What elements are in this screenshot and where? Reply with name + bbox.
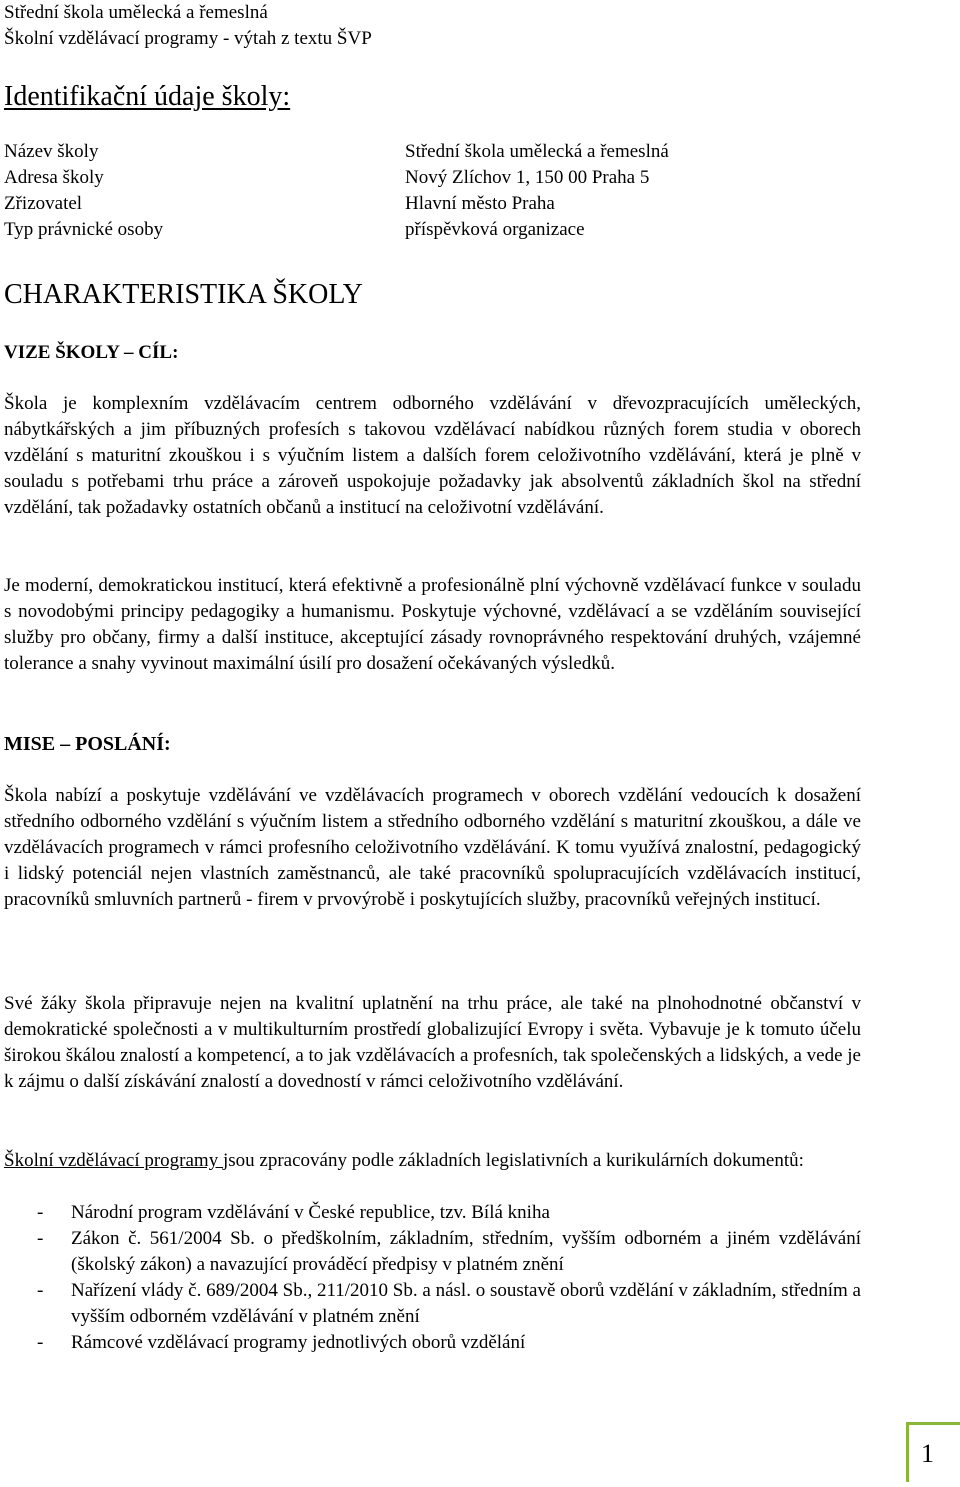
header-school-name: Střední škola umělecká a řemeslná: [4, 2, 268, 23]
list-item-text: Rámcové vzdělávací programy jednotlivých oborů vzdělání: [71, 1332, 526, 1353]
mission-heading: MISE – POSLÁNÍ:: [4, 733, 171, 755]
identification-title: Identifikační údaje školy:: [4, 81, 291, 112]
list-item: [4, 1278, 861, 1330]
list-item: [4, 1330, 861, 1356]
list-bullet-dash: -: [37, 1202, 44, 1223]
header-document-subtitle: Školní vzdělávací programy - výtah z textu ŠVP: [4, 28, 372, 49]
id-label: Název školy: [4, 141, 99, 162]
footer-accent-vertical-line: [906, 1422, 909, 1482]
id-value: příspěvková organizace: [405, 219, 585, 240]
svp-link-text: Školní vzdělávací programy: [4, 1150, 223, 1171]
list-item-text: Nařízení vlády č. 689/2004 Sb., 211/2010 Sb. a násl. o soustavě oborů vzdělání v základním, středním a vyšším odborném vzdělávání v platném znění: [71, 1280, 861, 1327]
svp-paragraph-text: jsou zpracovány podle základních legislativních a kurikulárních dokumentů:: [222, 1150, 804, 1171]
footer-accent-horizontal-line: [909, 1422, 960, 1425]
vision-paragraph-2: Je moderní, demokratickou institucí, která efektivně a profesionálně plní výchovně vzdělávací funkce v souladu s novodobými principy pedagogiky a humanismu. Poskytuje výchovné, vzdělávací a se vzděláním související služby pro občany, firmy a další instituce, akceptující zásady rovnoprávného respektování druhých, vzájemné tolerance a snahy vyvinout maximální úsilí pro dosažení očekávaných výsledků.: [4, 575, 861, 674]
legislation-list: [4, 1200, 861, 1356]
mission-paragraph-1: Škola nabízí a poskytuje vzdělávání ve vzdělávacích programech v oborech vzdělání vedoucích k dosažení středního odborného vzdělání s výučním listem a středního odborného vzdělání s maturitní zkouškou, a dále ve vzdělávacích programech v rámci profesního celoživotního vzdělávání. K tomu využívá znalostní, pedagogický i lidský potenciál nejen vlastních zaměstnanců, ale také pracovníků spolupracujících vzdělávacích institucí, pracovníků smluvních partnerů - firem v prvovýrobě i poskytujících služby, pracovníků veřejných institucí.: [4, 785, 861, 910]
characteristics-title: CHARAKTERISTIKA ŠKOLY: [4, 279, 363, 310]
list-item: [4, 1226, 861, 1278]
id-label: Typ právnické osoby: [4, 219, 164, 240]
id-value: Hlavní město Praha: [405, 193, 555, 214]
page-number: 1: [921, 1439, 934, 1468]
list-item-text: Zákon č. 561/2004 Sb. o předškolním, základním, středním, vyšším odborném a jiném vzdělávání (školský zákon) a navazující prováděcí předpisy v platném znění: [71, 1228, 861, 1275]
list-item-text: Národní program vzdělávání v České republice, tzv. Bílá kniha: [71, 1202, 550, 1223]
vision-heading: VIZE ŠKOLY – CÍL:: [4, 342, 179, 363]
id-value: Nový Zlíchov 1, 150 00 Praha 5: [405, 167, 650, 188]
vision-paragraph-1: Škola je komplexním vzdělávacím centrem odborného vzdělávání v dřevozpracujících uměleckých, nábytkářských a jim příbuzných profesích s takovou vzdělávací nabídkou různých forem studia v oborech vzdělání s maturitní zkouškou i s výučním listem a dalších forem celoživotního vzdělávání, která je plně v souladu s potřebami trhu práce a zároveň uspokojuje požadavky jak absolventů základních škol na střední vzdělání, tak požadavky ostatních občanů a institucí na celoživotní vzdělávání.: [4, 393, 861, 518]
mission-paragraph-2: Své žáky škola připravuje nejen na kvalitní uplatnění na trhu práce, ale také na plnohodnotné občanství v demokratické společnosti a v multikulturním prostředí globalizující Evropy i světa. Vybavuje je k tomuto účelu širokou škálou znalostí a kompetencí, a to jak vzdělávacích a profesních, tak společenských a lidských, a vede je k zájmu o další získávání znalostí a dovedností v rámci celoživotního vzdělávání.: [4, 993, 861, 1092]
list-bullet-dash: -: [37, 1332, 44, 1353]
svp-paragraph: [4, 1148, 861, 1174]
id-label: Adresa školy: [4, 167, 104, 188]
list-bullet-dash: -: [37, 1228, 44, 1249]
id-label: Zřizovatel: [4, 193, 83, 214]
id-value: Střední škola umělecká a řemeslná: [405, 141, 669, 162]
list-item: [4, 1200, 861, 1226]
list-bullet-dash: -: [37, 1280, 44, 1301]
